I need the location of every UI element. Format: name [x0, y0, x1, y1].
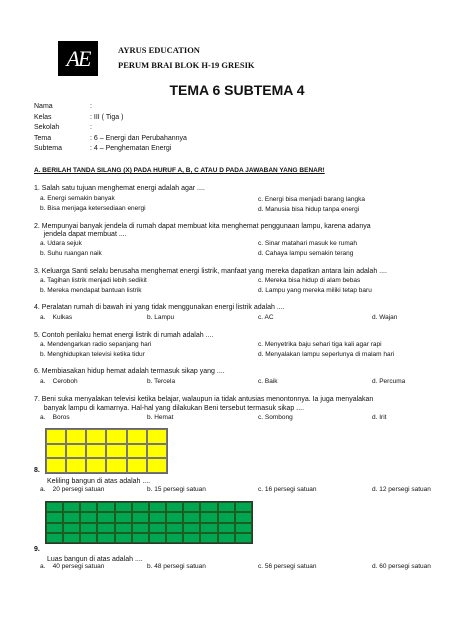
green-grid-figure [45, 501, 253, 544]
option-d[interactable]: d. 60 persegi satuan [372, 563, 431, 570]
question-3: 3. Keluarga Santi selalu berusaha menghemat energi listrik, manfaat yang mereka dapatkan antara lain adalah .... [34, 268, 387, 275]
option-b[interactable]: b. Suhu ruangan naik [40, 250, 102, 257]
option-d[interactable]: d. Lampu yang mereka miliki tetap baru [258, 287, 372, 294]
option-c[interactable]: c. Sombong [258, 414, 293, 421]
question-2-cont: jendela dapat membuat .... [34, 231, 127, 238]
option-a[interactable]: a. 40 persegi satuan [40, 563, 105, 570]
info-value: : [90, 103, 92, 110]
question-9: Luas bangun di atas adalah .... [47, 556, 143, 563]
question-8: Keliling bangun di atas adalah .... [47, 478, 151, 485]
option-d[interactable]: d. Percuma [372, 378, 406, 385]
option-d[interactable]: d. Manusia bisa hidup tanpa energi [258, 206, 360, 213]
question-5: 5. Contoh perilaku hemat energi listrik di rumah adalah .... [34, 332, 214, 339]
instruction: A. BERILAH TANDA SILANG (X) PADA HURUF A, B, C ATAU D PADA JAWABAN YANG BENAR! [34, 167, 325, 174]
question-8-number: 8. [34, 467, 40, 474]
option-a[interactable]: a. Energi semakin banyak [40, 195, 115, 202]
option-b[interactable]: b. Bisa menjaga ketersediaan energi [40, 205, 146, 212]
option-b[interactable]: b. 48 persegi satuan [147, 563, 206, 570]
info-label: Subtema [34, 145, 63, 152]
question-9-number: 9. [34, 546, 40, 553]
question-6: 6. Membiasakan hidup hemat adalah termasuk sikap yang .... [34, 368, 225, 375]
option-c[interactable]: c. 16 persegi satuan [258, 486, 317, 493]
option-c[interactable]: c. AC [258, 314, 274, 321]
info-value: : [90, 124, 92, 131]
info-value: : 6 – Energi dan Perubahannya [90, 134, 187, 142]
option-d[interactable]: d. 12 persegi satuan [372, 486, 431, 493]
option-b[interactable]: b. Tercela [147, 378, 176, 385]
question-7: 7. Beni suka menyalakan televisi ketika belajar, walaupun ia tidak antusias menontonnya. Ia juga menyalakan [34, 396, 374, 403]
option-b[interactable]: b. Menghidupkan televisi ketika tidur [40, 351, 145, 358]
logo: AE [58, 41, 98, 76]
option-c[interactable]: c. Mereka bisa hidup di alam bebas [258, 277, 361, 284]
option-c[interactable]: c. Baik [258, 378, 278, 385]
student-info [34, 102, 334, 162]
option-d[interactable]: d. Menyalakan lampu seperlunya di malam hari [258, 351, 395, 358]
option-b[interactable]: b. Hemat [147, 414, 174, 421]
option-a[interactable]: a. Boros [40, 414, 70, 421]
option-c[interactable]: c. Energi bisa menjadi barang langka [258, 196, 365, 203]
question-4: 4. Peralatan rumah di bawah ini yang tidak menggunakan energi listrik adalah .... [34, 304, 285, 311]
option-a[interactable]: a. Mendengarkan radio sepanjang hari [40, 341, 152, 348]
option-d[interactable]: d. Irit [372, 414, 387, 421]
info-label: Nama [34, 103, 53, 110]
option-a[interactable]: a. Udara sejuk [40, 240, 82, 247]
question-1: 1. Salah satu tujuan menghemat energi adalah agar .... [34, 185, 205, 192]
question-7-cont: banyak lampu di kamarnya. Hal-hal yang dilakukan Beni tersebut termasuk sikap .... [34, 405, 305, 412]
option-b[interactable]: b. 15 persegi satuan [147, 486, 206, 493]
yellow-grid-figure [45, 428, 168, 474]
option-c[interactable]: c. Sinar matahari masuk ke rumah [258, 240, 357, 247]
option-d[interactable]: d. Wajan [372, 314, 398, 321]
org-name: AYRUS EDUCATION [118, 45, 200, 55]
info-value: : III ( Tiga ) [90, 113, 124, 121]
question-2: 2. Mempunyai banyak jendela di rumah dapat membuat kita menghemat penggunaan lampu, karena adanya [34, 223, 371, 230]
option-d[interactable]: d. Cahaya lampu semakin terang [258, 250, 354, 257]
option-a[interactable]: a. 20 persegi satuan [40, 486, 105, 493]
option-b[interactable]: b. Mereka mendapat bantuan listrik [40, 287, 142, 294]
option-a[interactable]: a. Kulkas [40, 314, 73, 321]
org-address: PERUM BRAI BLOK H-19 GRESIK [118, 60, 255, 70]
option-b[interactable]: b. Lampu [147, 314, 175, 321]
option-c[interactable]: c. 56 persegi satuan [258, 563, 317, 570]
page-title: TEMA 6 SUBTEMA 4 [169, 82, 305, 98]
info-value: : 4 – Penghematan Energi [90, 145, 172, 152]
option-c[interactable]: c. Menyetrika baju sehari tiga kali agar rapi [258, 341, 382, 348]
info-label: Tema [34, 134, 52, 142]
option-a[interactable]: a. Ceroboh [40, 378, 78, 385]
info-label: Kelas [34, 113, 52, 121]
info-label: Sekolah [34, 124, 60, 131]
option-a[interactable]: a. Tagihan listrik menjadi lebih sedikit [40, 277, 147, 284]
